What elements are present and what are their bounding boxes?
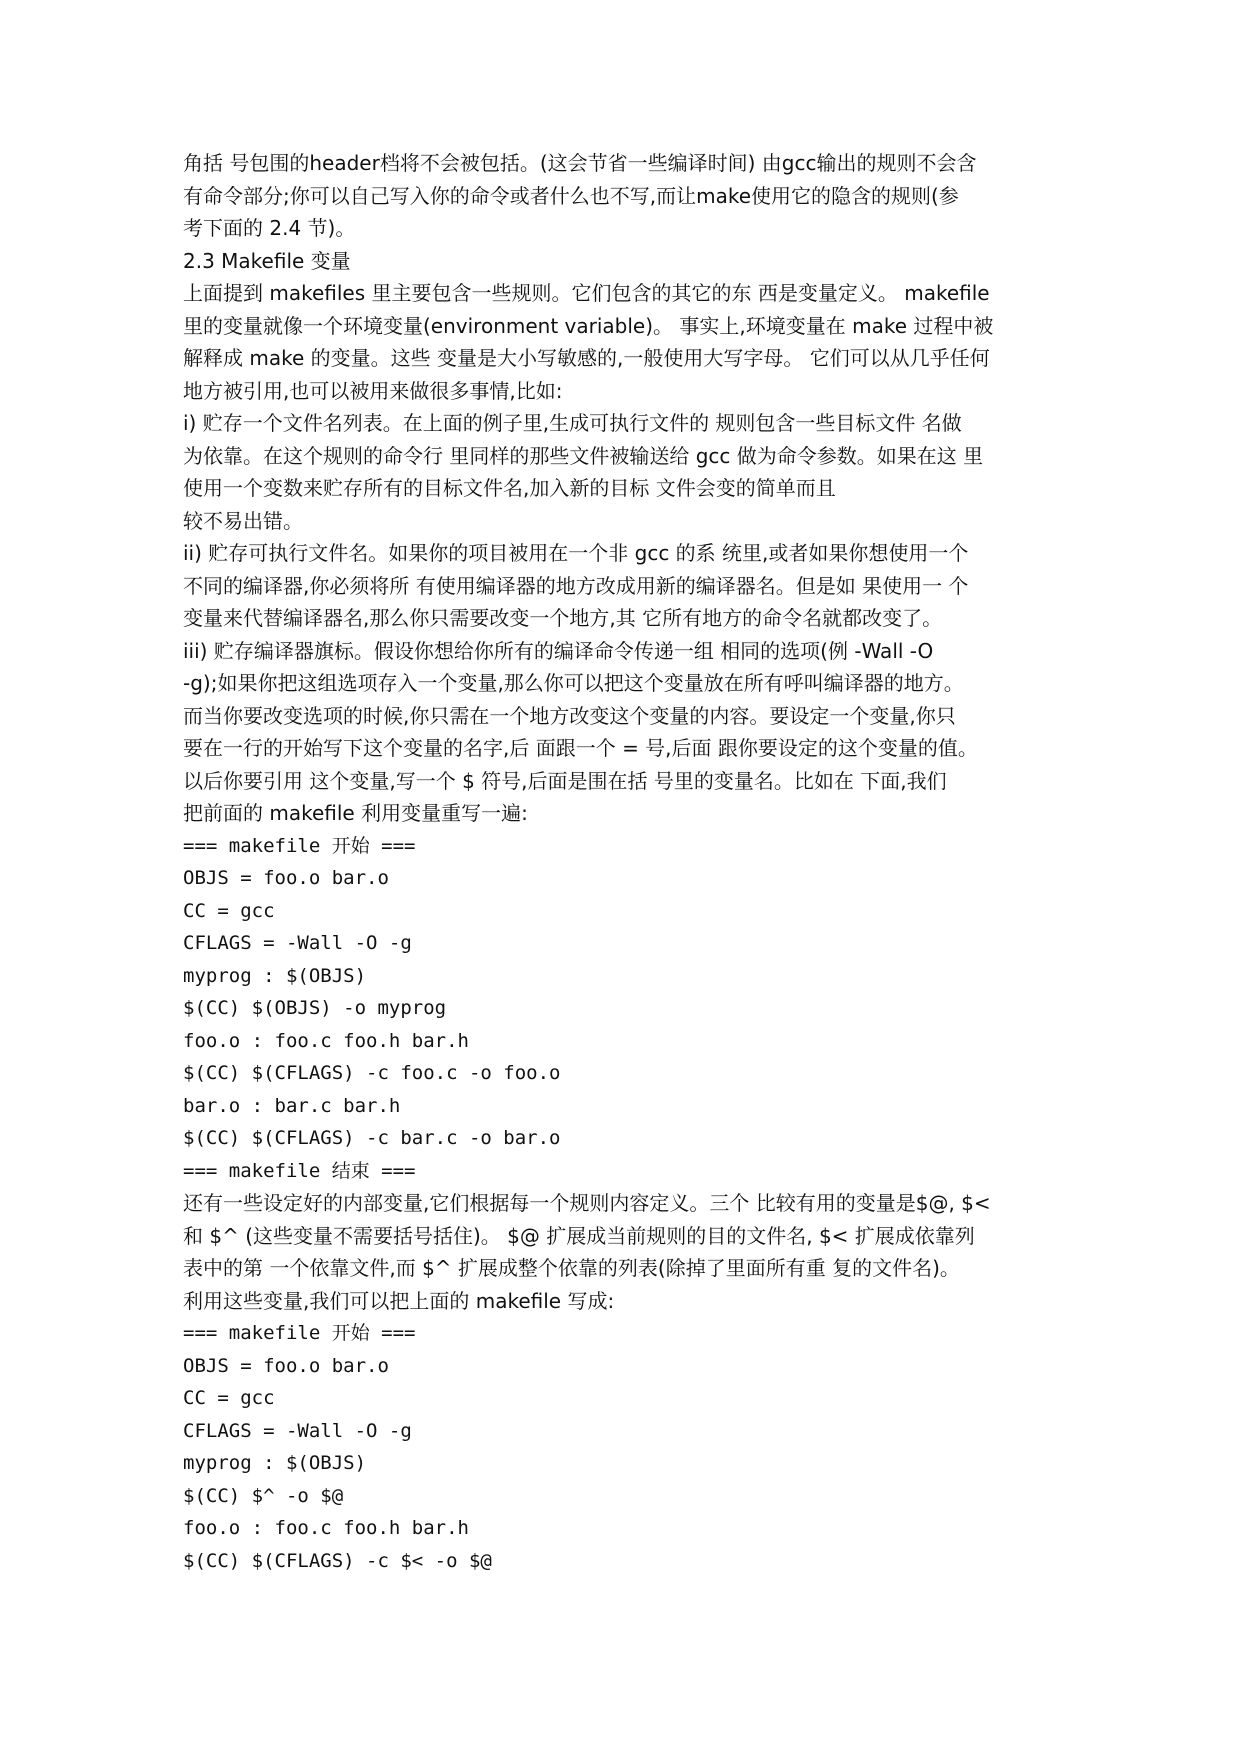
- text-line: 较不易出错。: [183, 508, 303, 533]
- text-line: 解释成 make 的变量。这些 变量是大小写敏感的,一般使用大写字母。 它们可以从几乎任何: [183, 346, 990, 370]
- code-line: $(CC) $(CFLAGS) -c $< -o $@: [183, 1549, 492, 1572]
- text-line: 角括 号包围的header档将不会被包括。(这会节省一些编译时间) 由gcc输出的规则不会含: [183, 151, 977, 175]
- code-line: OBJS = foo.o bar.o: [183, 867, 389, 889]
- text-line: 表中的第 一个依靠文件,而 $^ 扩展成整个依靠的列表(除掉了里面所有重 复的文件名)。: [183, 1256, 960, 1280]
- text-line: 要在一行的开始写下这个变量的名字,后 面跟一个 = 号,后面 跟你要设定的这个变量的值。: [183, 736, 978, 760]
- code-line: myprog : $(OBJS): [183, 964, 367, 987]
- text-line: 考下面的 2.4 节)。: [183, 216, 356, 240]
- text-line: 把前面的 makefile 利用变量重写一遍:: [183, 801, 528, 825]
- text-line: ii) 贮存可执行文件名。如果你的项目被用在一个非 gcc 的系 统里,或者如果你想使用一个: [183, 541, 969, 565]
- document-body: [183, 147, 1103, 1577]
- text-line: -g);如果你把这组选项存入一个变量,那么你可以把这个变量放在所有呼叫编译器的地方。: [183, 671, 964, 695]
- text-line: iii) 贮存编译器旗标。假设你想给你所有的编译命令传递一组 相同的选项(例 -Wall -O: [183, 638, 934, 663]
- text-line: 还有一些设定好的内部变量,它们根据每一个规则内容定义。三个 比较有用的变量是$@, $<: [183, 1191, 991, 1215]
- code-line: === makefile 结束 ===: [183, 1159, 416, 1182]
- code-line: foo.o : foo.c foo.h bar.h: [183, 1029, 469, 1052]
- text-line: 使用一个变数来贮存所有的目标文件名,加入新的目标 文件会变的简单而且: [183, 476, 836, 500]
- text-line: 和 $^ (这些变量不需要括号括住)。 $@ 扩展成当前规则的目的文件名, $< 扩展成依靠列: [183, 1223, 975, 1248]
- code-line: foo.o : foo.c foo.h bar.h: [183, 1517, 469, 1539]
- code-line: bar.o : bar.c bar.h: [183, 1094, 401, 1117]
- text-line: 有命令部分;你可以自己写入你的命令或者什么也不写,而让make使用它的隐含的规则(参: [183, 183, 959, 208]
- code-line: $(CC) $(CFLAGS) -c bar.c -o bar.o: [183, 1127, 561, 1149]
- code-line: === makefile 开始 ===: [183, 834, 416, 857]
- text-line: 为依靠。在这个规则的命令行 里同样的那些文件被输送给 gcc 做为命令参数。如果在这 里: [183, 443, 984, 468]
- code-line: CC = gcc: [183, 899, 275, 922]
- code-line: CFLAGS = -Wall -O -g: [183, 932, 412, 954]
- code-line: $(CC) $(CFLAGS) -c foo.c -o foo.o: [183, 1062, 561, 1084]
- code-line: CC = gcc: [183, 1387, 275, 1409]
- code-line: CFLAGS = -Wall -O -g: [183, 1419, 412, 1442]
- code-line: === makefile 开始 ===: [183, 1322, 416, 1344]
- text-line: 变量来代替编译器名,那么你只需要改变一个地方,其 它所有地方的命令名就都改变了。: [183, 606, 943, 630]
- code-line: OBJS = foo.o bar.o: [183, 1354, 389, 1377]
- text-line: 利用这些变量,我们可以把上面的 makefile 写成:: [183, 1288, 615, 1313]
- text-line: 上面提到 makefiles 里主要包含一些规则。它们包含的其它的东 西是变量定义。 makefile: [183, 281, 990, 305]
- section-heading: 2.3 Makefile 变量: [183, 248, 351, 273]
- code-line: $(CC) $(OBJS) -o myprog: [183, 997, 447, 1019]
- text-line: 地方被引用,也可以被用来做很多事情,比如:: [183, 378, 563, 403]
- text-line: 里的变量就像一个环境变量(environment variable)。 事实上,环境变量在 make 过程中被: [183, 313, 994, 338]
- code-line: myprog : $(OBJS): [183, 1452, 367, 1474]
- code-line: $(CC) $^ -o $@: [183, 1484, 344, 1507]
- text-line: 而当你要改变选项的时候,你只需在一个地方改变这个变量的内容。要设定一个变量,你只: [183, 703, 956, 728]
- text-line: 以后你要引用 这个变量,写一个 $ 符号,后面是围在括 号里的变量名。比如在 下面,我们: [183, 768, 947, 793]
- text-line: i) 贮存一个文件名列表。在上面的例子里,生成可执行文件的 规则包含一些目标文件 名做: [183, 411, 962, 435]
- text-line: 不同的编译器,你必须将所 有使用编译器的地方改成用新的编译器名。但是如 果使用一 个: [183, 573, 969, 598]
